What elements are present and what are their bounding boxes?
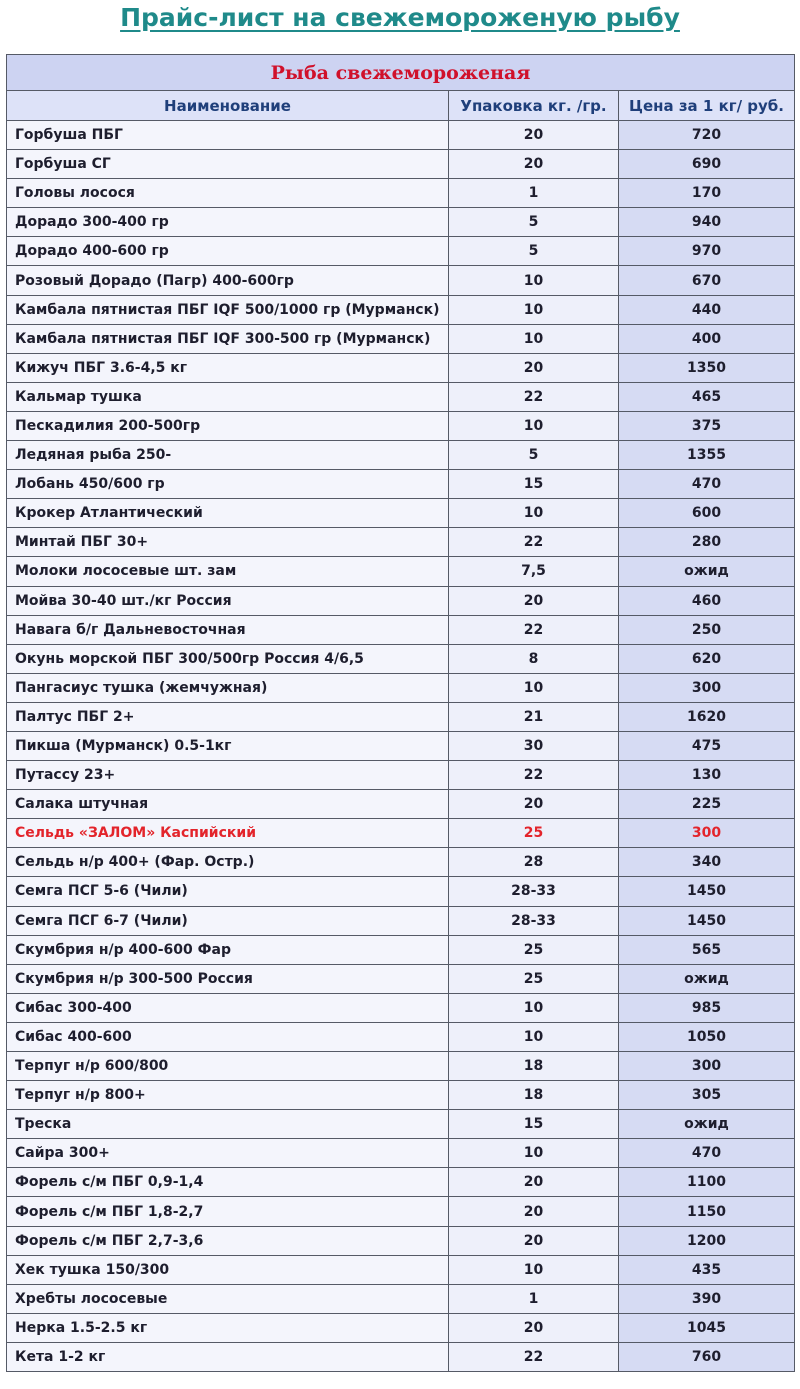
table-row [7, 1139, 795, 1168]
product-name-cell: Горбуша СГ [7, 150, 449, 179]
price-cell: 1200 [619, 1226, 795, 1255]
table-row [7, 441, 795, 470]
product-name-cell: Пикша (Мурманск) 0.5-1кг [7, 731, 449, 760]
table-row [7, 1342, 795, 1371]
product-name-cell: Терпуг н/р 800+ [7, 1081, 449, 1110]
package-cell: 21 [449, 702, 619, 731]
product-name-cell: Нерка 1.5-2.5 кг [7, 1313, 449, 1342]
product-name-cell: Форель с/м ПБГ 1,8-2,7 [7, 1197, 449, 1226]
product-name-cell: Ледяная рыба 250- [7, 441, 449, 470]
price-cell: 940 [619, 208, 795, 237]
product-name-cell: Пескадилия 200-500гр [7, 411, 449, 440]
price-cell: 1350 [619, 353, 795, 382]
price-cell: 305 [619, 1081, 795, 1110]
price-cell: 170 [619, 179, 795, 208]
package-cell: 20 [449, 1168, 619, 1197]
table-row [7, 411, 795, 440]
product-name-cell: Дорадо 300-400 гр [7, 208, 449, 237]
table-row [7, 1226, 795, 1255]
package-cell: 18 [449, 1052, 619, 1081]
product-name-cell: Камбала пятнистая ПБГ IQF 300-500 гр (Мурманск) [7, 324, 449, 353]
product-name-cell: Палтус ПБГ 2+ [7, 702, 449, 731]
table-row [7, 993, 795, 1022]
price-cell: 1450 [619, 906, 795, 935]
table-row [7, 790, 795, 819]
package-cell: 1 [449, 1284, 619, 1313]
table-row [7, 615, 795, 644]
package-cell: 15 [449, 1110, 619, 1139]
price-cell: 400 [619, 324, 795, 353]
column-header-row [7, 91, 795, 121]
product-name-cell: Окунь морской ПБГ 300/500гр Россия 4/6,5 [7, 644, 449, 673]
price-cell: ожид [619, 964, 795, 993]
package-cell: 22 [449, 761, 619, 790]
package-cell: 10 [449, 673, 619, 702]
package-cell: 25 [449, 819, 619, 848]
package-cell: 15 [449, 470, 619, 499]
package-cell: 10 [449, 1139, 619, 1168]
package-cell: 20 [449, 1226, 619, 1255]
package-cell: 22 [449, 615, 619, 644]
price-rows [7, 121, 795, 1372]
price-cell: 720 [619, 121, 795, 150]
table-row [7, 557, 795, 586]
table-row [7, 121, 795, 150]
package-cell: 10 [449, 295, 619, 324]
price-cell: 565 [619, 935, 795, 964]
table-row [7, 179, 795, 208]
table-row [7, 382, 795, 411]
package-cell: 25 [449, 964, 619, 993]
package-cell: 28-33 [449, 877, 619, 906]
package-cell: 10 [449, 1022, 619, 1051]
price-cell: 1050 [619, 1022, 795, 1051]
price-cell: 1450 [619, 877, 795, 906]
price-cell: 620 [619, 644, 795, 673]
section-title: Рыба свежемороженая [7, 55, 795, 91]
package-cell: 5 [449, 208, 619, 237]
column-header-name: Наименование [7, 91, 449, 121]
price-cell: 300 [619, 673, 795, 702]
price-cell: 300 [619, 819, 795, 848]
table-row [7, 1081, 795, 1110]
product-name-cell: Горбуша ПБГ [7, 121, 449, 150]
page-title: Прайс-лист на свежемороженую рыбу [120, 3, 680, 32]
package-cell: 5 [449, 441, 619, 470]
package-cell: 8 [449, 644, 619, 673]
package-cell: 20 [449, 1313, 619, 1342]
product-name-cell: Скумбрия н/р 300-500 Россия [7, 964, 449, 993]
product-name-cell: Терпуг н/р 600/800 [7, 1052, 449, 1081]
table-row [7, 1313, 795, 1342]
package-cell: 18 [449, 1081, 619, 1110]
product-name-cell: Навага б/г Дальневосточная [7, 615, 449, 644]
price-cell: 470 [619, 470, 795, 499]
table-row [7, 499, 795, 528]
price-cell: 670 [619, 266, 795, 295]
table-row [7, 324, 795, 353]
table-row [7, 1110, 795, 1139]
table-row [7, 848, 795, 877]
price-cell: 440 [619, 295, 795, 324]
price-table [6, 54, 795, 1372]
package-cell: 10 [449, 266, 619, 295]
product-name-cell: Хребты лососевые [7, 1284, 449, 1313]
product-name-cell: Лобань 450/600 гр [7, 470, 449, 499]
package-cell: 22 [449, 528, 619, 557]
product-name-cell: Дорадо 400-600 гр [7, 237, 449, 266]
product-name-cell: Молоки лососевые шт. зам [7, 557, 449, 586]
column-header-price: Цена за 1 кг/ руб. [619, 91, 795, 121]
package-cell: 10 [449, 993, 619, 1022]
table-row [7, 761, 795, 790]
price-cell: 470 [619, 1139, 795, 1168]
product-name-cell: Кета 1-2 кг [7, 1342, 449, 1371]
price-cell: 1355 [619, 441, 795, 470]
product-name-cell: Крокер Атлантический [7, 499, 449, 528]
price-cell: 250 [619, 615, 795, 644]
product-name-cell: Сайра 300+ [7, 1139, 449, 1168]
table-row [7, 906, 795, 935]
product-name-cell: Минтай ПБГ 30+ [7, 528, 449, 557]
package-cell: 30 [449, 731, 619, 760]
section-header-row [7, 55, 795, 91]
price-cell: 340 [619, 848, 795, 877]
package-cell: 20 [449, 121, 619, 150]
product-name-cell: Сибас 400-600 [7, 1022, 449, 1051]
product-name-cell: Форель с/м ПБГ 2,7-3,6 [7, 1226, 449, 1255]
product-name-cell: Розовый Дорадо (Пагр) 400-600гр [7, 266, 449, 295]
product-name-cell: Головы лосося [7, 179, 449, 208]
table-row [7, 353, 795, 382]
table-row [7, 150, 795, 179]
table-row [7, 266, 795, 295]
table-row [7, 673, 795, 702]
package-cell: 22 [449, 382, 619, 411]
product-name-cell: Кижуч ПБГ 3.6-4,5 кг [7, 353, 449, 382]
product-name-cell: Пангасиус тушка (жемчужная) [7, 673, 449, 702]
package-cell: 10 [449, 324, 619, 353]
table-row [7, 295, 795, 324]
package-cell: 28 [449, 848, 619, 877]
table-row [7, 1284, 795, 1313]
package-cell: 28-33 [449, 906, 619, 935]
package-cell: 10 [449, 499, 619, 528]
product-name-cell: Салака штучная [7, 790, 449, 819]
package-cell: 5 [449, 237, 619, 266]
package-cell: 20 [449, 586, 619, 615]
package-cell: 20 [449, 790, 619, 819]
table-row [7, 208, 795, 237]
price-cell: 390 [619, 1284, 795, 1313]
price-cell: 600 [619, 499, 795, 528]
price-cell: 460 [619, 586, 795, 615]
table-row [7, 1052, 795, 1081]
product-name-cell: Мойва 30-40 шт./кг Россия [7, 586, 449, 615]
price-cell: 970 [619, 237, 795, 266]
product-name-cell: Хек тушка 150/300 [7, 1255, 449, 1284]
table-row [7, 964, 795, 993]
product-name-cell: Форель с/м ПБГ 0,9-1,4 [7, 1168, 449, 1197]
product-name-cell: Сельдь н/р 400+ (Фар. Остр.) [7, 848, 449, 877]
price-cell: 280 [619, 528, 795, 557]
price-cell: ожид [619, 1110, 795, 1139]
price-cell: 985 [619, 993, 795, 1022]
price-cell: ожид [619, 557, 795, 586]
price-cell: 300 [619, 1052, 795, 1081]
table-row [7, 528, 795, 557]
table-row [7, 877, 795, 906]
price-cell: 690 [619, 150, 795, 179]
product-name-cell: Сибас 300-400 [7, 993, 449, 1022]
price-cell: 465 [619, 382, 795, 411]
package-cell: 20 [449, 353, 619, 382]
package-cell: 25 [449, 935, 619, 964]
price-cell: 475 [619, 731, 795, 760]
package-cell: 1 [449, 179, 619, 208]
package-cell: 7,5 [449, 557, 619, 586]
table-row [7, 644, 795, 673]
price-cell: 375 [619, 411, 795, 440]
table-row [7, 237, 795, 266]
table-row [7, 1197, 795, 1226]
package-cell: 10 [449, 411, 619, 440]
table-row [7, 1168, 795, 1197]
product-name-cell: Кальмар тушка [7, 382, 449, 411]
table-row [7, 702, 795, 731]
product-name-cell: Камбала пятнистая ПБГ IQF 500/1000 гр (Мурманск) [7, 295, 449, 324]
table-row [7, 1255, 795, 1284]
package-cell: 22 [449, 1342, 619, 1371]
table-row [7, 470, 795, 499]
table-row [7, 935, 795, 964]
price-cell: 1045 [619, 1313, 795, 1342]
price-cell: 435 [619, 1255, 795, 1284]
package-cell: 10 [449, 1255, 619, 1284]
product-name-cell: Сельдь «ЗАЛОМ» Каспийский [7, 819, 449, 848]
table-row [7, 1022, 795, 1051]
column-header-pack: Упаковка кг. /гр. [449, 91, 619, 121]
table-row [7, 819, 795, 848]
price-cell: 225 [619, 790, 795, 819]
price-cell: 1620 [619, 702, 795, 731]
product-name-cell: Семга ПСГ 5-6 (Чили) [7, 877, 449, 906]
package-cell: 20 [449, 1197, 619, 1226]
product-name-cell: Путассу 23+ [7, 761, 449, 790]
package-cell: 20 [449, 150, 619, 179]
price-cell: 130 [619, 761, 795, 790]
table-row [7, 586, 795, 615]
price-cell: 1100 [619, 1168, 795, 1197]
price-cell: 1150 [619, 1197, 795, 1226]
product-name-cell: Семга ПСГ 6-7 (Чили) [7, 906, 449, 935]
table-row [7, 731, 795, 760]
product-name-cell: Треска [7, 1110, 449, 1139]
price-cell: 760 [619, 1342, 795, 1371]
product-name-cell: Скумбрия н/р 400-600 Фар [7, 935, 449, 964]
